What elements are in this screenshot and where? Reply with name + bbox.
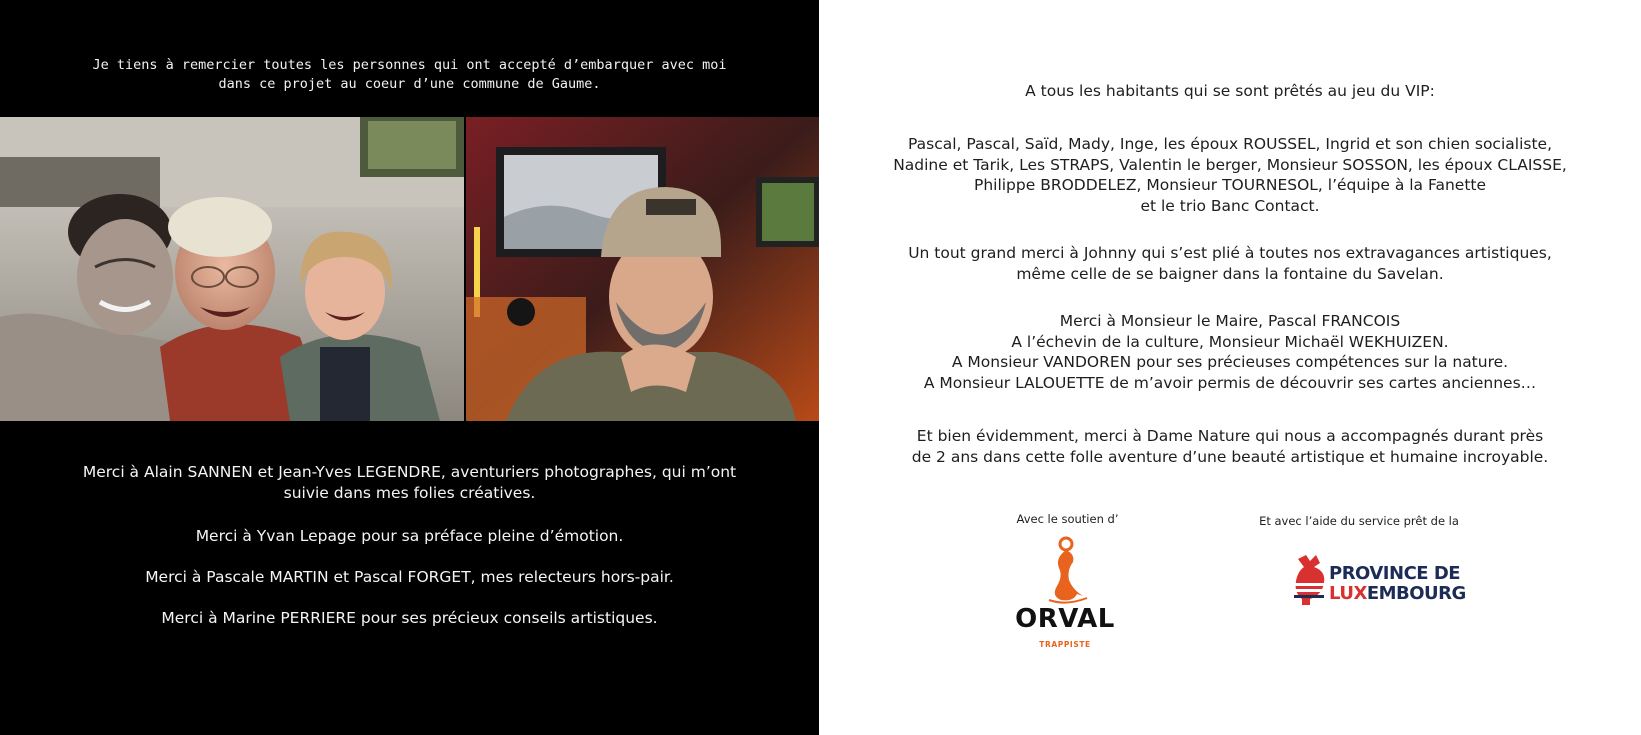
officials-thanks [819,311,1641,393]
intro-line: dans ce projet au coeur d’une commune de Gaume. [218,76,601,92]
text-line: Et bien évidemment, merci à Dame Nature qui nous a accompagnés durant près [916,427,1544,445]
vip-list [819,134,1641,216]
text-line: A tous les habitants qui se sont prêtés au jeu du VIP: [1025,82,1435,100]
text-line: Pascal, Pascal, Saïd, Mady, Inge, les époux ROUSSEL, Ingrid et son chien socialiste, [908,135,1552,153]
province-line2 [1329,584,1466,604]
thanks-block [0,462,819,503]
intro-text [0,56,819,94]
province-embourg: EMBOURG [1366,583,1466,604]
nature-thanks [819,426,1641,467]
thanks-line: Merci à Alain SANNEN et Jean-Yves LEGENDRE, aventuriers photographes, qui m’ont [82,463,737,481]
text-line: et le trio Banc Contact. [1140,196,1320,215]
orval-wordmark: ORVAL [1015,604,1115,634]
thanks-line: Merci à Marine PERRIERE pour ses précieux conseils artistiques. [161,609,658,627]
photographer-photo [466,117,819,421]
thanks-block [0,608,819,629]
orval-trappiste: TRAPPISTE [1039,640,1091,649]
habitants-intro [819,81,1641,102]
left-page [0,0,819,735]
text-line: Nadine et Tarik, Les STRAPS, Valentin le berger, Monsieur SOSSON, les époux CLAISSE, [893,155,1567,174]
thanks-line: suivie dans mes folies créatives. [283,483,536,502]
thanks-line: Merci à Yvan Lepage pour sa préface pleine d’émotion. [195,527,624,545]
province-wordmark [1329,564,1466,604]
intro-line: Je tiens à remercier toutes les personnes qui ont accepté d’embarquer avec moi [92,57,727,73]
text-line: A Monsieur VANDOREN pour ses précieuses compétences sur la nature. [951,353,1509,371]
province-line1: PROVINCE DE [1329,563,1461,584]
text-line: Merci à Monsieur le Maire, Pascal FRANCOIS [1059,312,1401,330]
text-line: même celle de se baigner dans la fontaine du Savelan. [1016,264,1444,283]
thanks-line: Merci à Pascale MARTIN et Pascal FORGET, mes relecteurs hors-pair. [145,568,674,586]
text-line: de 2 ans dans cette folle aventure d’une beauté artistique et humaine incroyable. [911,447,1549,466]
group-photo [0,117,464,421]
thanks-block [0,526,819,547]
johnny-thanks [819,243,1641,284]
text-line: A l’échevin de la culture, Monsieur Michaël WEKHUIZEN. [1011,332,1449,351]
aid-label: Et avec l’aide du service prêt de la [1259,514,1459,528]
orval-trout-icon [1011,536,1121,652]
photo-strip [0,117,819,421]
support-label: Avec le soutien d’ [1016,512,1119,526]
thanks-block [0,567,819,588]
right-page [819,0,1641,735]
text-line: A Monsieur LALOUETTE de m’avoir permis de découvrir ses cartes anciennes… [923,373,1537,392]
text-line: Philippe BRODDELEZ, Monsieur TOURNESOL, l’équipe à la Fanette [973,176,1487,194]
province-lux: LUX [1329,583,1367,604]
text-line: Un tout grand merci à Johnny qui s’est plié à toutes nos extravagances artistiques, [908,244,1552,262]
